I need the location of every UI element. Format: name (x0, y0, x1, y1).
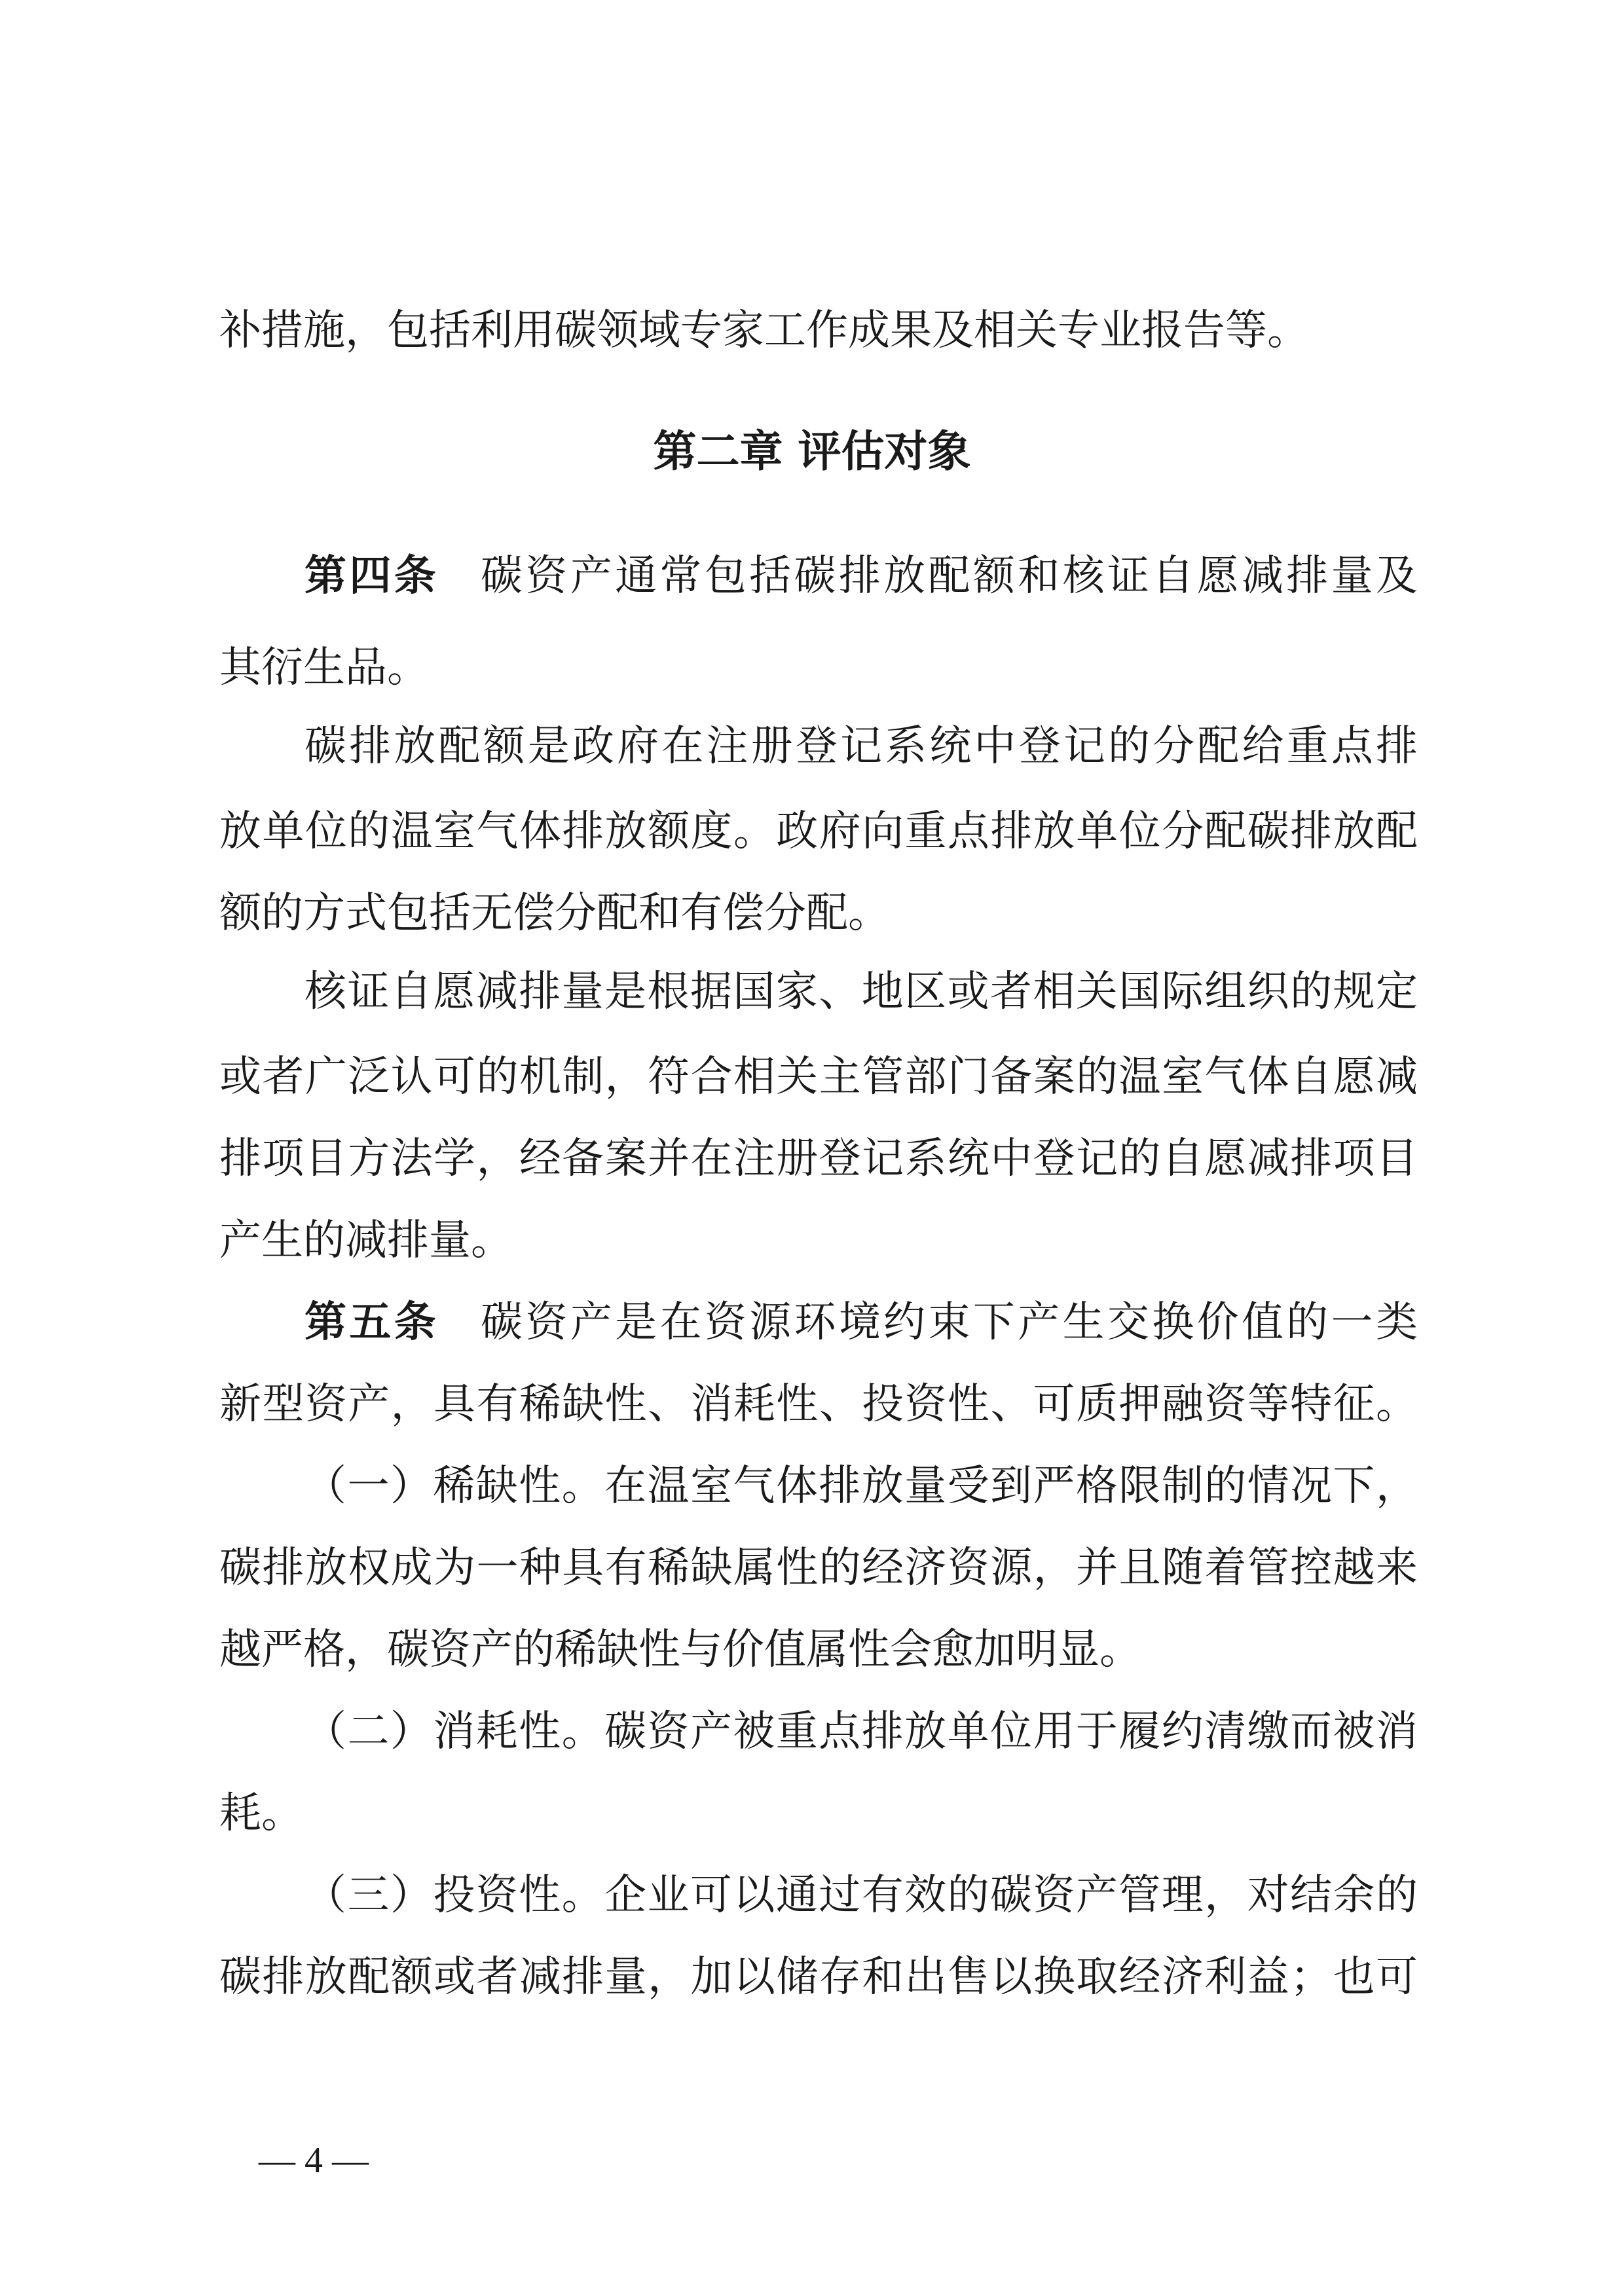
article-5-text: 碳资产是在资源环境约束下产生交换价值的一类 (481, 1298, 1418, 1347)
item-2-line-1: （二）消耗性。碳资产被重点排放单位用于履约清缴而被消 (304, 1707, 1418, 1756)
item-1-line-2: 碳排放权成为一种具有稀缺属性的经济资源，并且随着管控越来 (219, 1544, 1418, 1592)
item-1-line-1: （一）稀缺性。在温室气体排放量受到严格限制的情况下， (304, 1462, 1418, 1510)
item-2-line-2: 耗。 (219, 1789, 303, 1838)
item-3-line-1: （三）投资性。企业可以通过有效的碳资产管理，对结余的 (304, 1871, 1418, 1920)
ccer-para-line-3: 排项目方法学，经备案并在注册登记系统中登记的自愿减排项目 (219, 1135, 1418, 1183)
item-1-line-3: 越严格，碳资产的稀缺性与价值属性会愈加明显。 (219, 1626, 1141, 1674)
ccer-para-line-1: 核证自愿减排量是根据国家、地区或者相关国际组织的规定 (304, 968, 1418, 1016)
intro-line-1: 补措施，包括利用碳领域专家工作成果及相关专业报告等。 (219, 306, 1309, 355)
article-5-line-2: 新型资产，具有稀缺性、消耗性、投资性、可质押融资等特征。 (219, 1380, 1418, 1429)
ccer-para-line-4: 产生的减排量。 (219, 1216, 513, 1265)
article-4-line-1 (304, 547, 1418, 606)
article-5-line-1 (304, 1293, 1418, 1352)
page-number: — 4 — (259, 2140, 369, 2181)
article-5-label: 第五条 (304, 1298, 439, 1347)
quota-para-line-3: 额的方式包括无偿分配和有偿分配。 (219, 889, 890, 938)
quota-para-line-1: 碳排放配额是政府在注册登记系统中登记的分配给重点排 (304, 722, 1418, 771)
article-4-label: 第四条 (304, 552, 439, 600)
item-3-line-2: 碳排放配额或者减排量，加以储存和出售以换取经济利益；也可 (219, 1953, 1418, 2001)
ccer-para-line-2: 或者广泛认可的机制，符合相关主管部门备案的温室气体自愿减 (219, 1053, 1418, 1101)
chapter-title: 第二章 评估对象 (653, 426, 971, 477)
article-4-line-2: 其衍生品。 (219, 644, 429, 692)
article-4-text: 碳资产通常包括碳排放配额和核证自愿减排量及 (481, 552, 1418, 600)
quota-para-line-2: 放单位的温室气体排放额度。政府向重点排放单位分配碳排放配 (219, 807, 1418, 856)
